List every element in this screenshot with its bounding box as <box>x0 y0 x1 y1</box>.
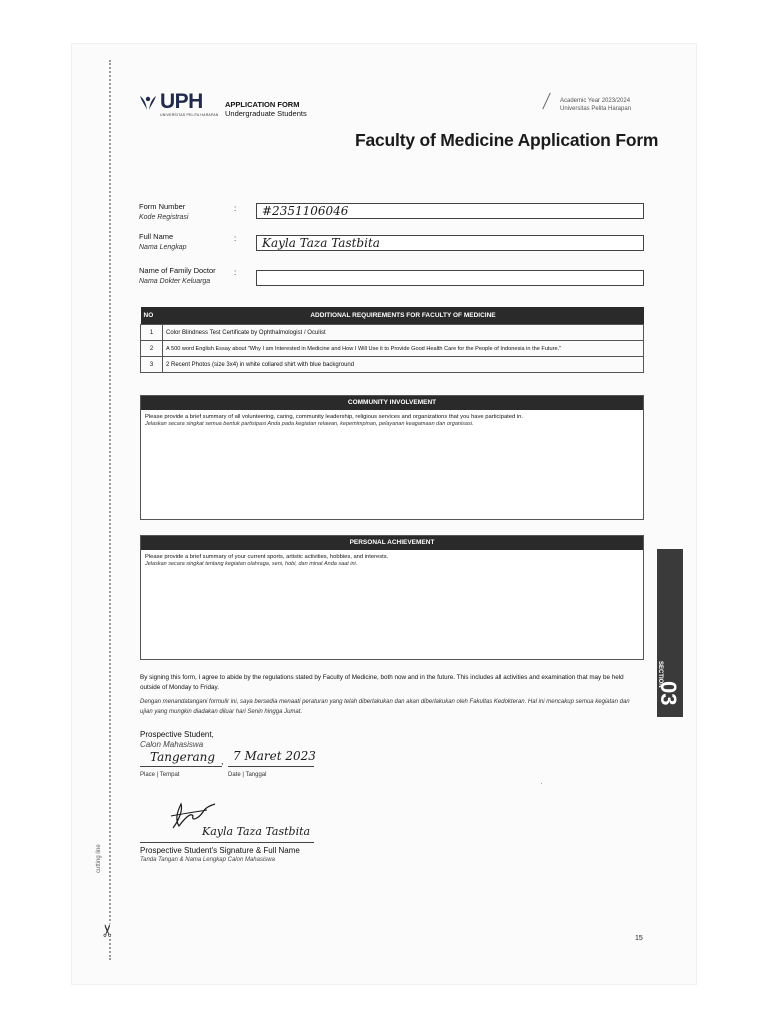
row-text: Color Blindness Test Certificate by Ophthalmologist / Oculist <box>163 325 644 341</box>
uph-emblem-icon <box>138 93 158 113</box>
colon: : <box>234 204 237 213</box>
logo-subtitle: UNIVERSITAS PELITA HARAPAN <box>160 113 219 117</box>
column-requirements: ADDITIONAL REQUIREMENTS FOR FACULTY OF MEDICINE <box>163 307 644 325</box>
form-number-value: #2351106046 <box>262 204 349 218</box>
application-form-label <box>225 100 307 118</box>
form-number-field[interactable] <box>256 203 644 219</box>
signature-label: Prospective Student's Signature & Full Name <box>140 846 300 855</box>
family-doctor-label-id: Nama Dokter Keluarga <box>139 278 211 285</box>
form-audience: Undergraduate Students <box>225 109 307 118</box>
full-name-field[interactable] <box>256 235 644 251</box>
uph-logo <box>138 92 203 113</box>
requirements-table <box>140 307 644 373</box>
row-number: 2 <box>141 341 163 357</box>
table-row <box>141 325 644 341</box>
academic-year-block <box>560 97 631 113</box>
prospective-id: Calon Mahasiswa <box>140 740 204 749</box>
form-type: APPLICATION FORM <box>225 100 300 109</box>
section-tab <box>657 549 683 717</box>
row-number: 3 <box>141 357 163 373</box>
table-row <box>141 357 644 373</box>
cut-line-label: cutting line <box>96 844 102 873</box>
signature-name[interactable]: Kayla Taza Tastbita <box>202 825 311 838</box>
community-involvement-section[interactable] <box>140 395 644 520</box>
community-prompt: Please provide a brief summary of all volunteering, caring, community leadership, religious services and organizations that you have participated in. <box>145 414 523 420</box>
full-name-label-id: Nama Lengkap <box>139 244 187 251</box>
place-value[interactable]: Tangerang <box>150 750 216 764</box>
place-label: Place | Tempat <box>140 772 180 778</box>
form-number-label <box>139 202 188 223</box>
full-name-value: Kayla Taza Tastbita <box>262 236 380 250</box>
scissors-icon: ✂ <box>98 923 118 938</box>
agreement-text: By signing this form, I agree to abide by the regulations stated by Faculty of Medicine, both now and in the future. This includes all activities and examination that may be held outside of Monday to Friday. <box>140 674 624 691</box>
colon: : <box>234 234 237 243</box>
table-header-row <box>141 307 644 325</box>
column-no: NO <box>141 307 163 325</box>
prospective-en: Prospective Student, <box>140 730 214 739</box>
prospective-student-label <box>140 730 214 750</box>
signature-underline <box>140 842 314 843</box>
community-involvement-title: COMMUNITY INVOLVEMENT <box>141 396 643 410</box>
form-number-label-en: Form Number <box>139 202 186 211</box>
stray-mark: · <box>540 779 543 788</box>
place-underline <box>140 766 222 767</box>
logo-text: UPH <box>160 90 203 113</box>
row-text: 2 Recent Photos (size 3x4) in white collared shirt with blue background <box>163 357 644 373</box>
achievement-prompt: Please provide a brief summary of your current sports, artistic activities, hobbies, and interests. <box>145 554 389 560</box>
achievement-prompt-id: Jelaskan secara singkat tentang kegiatan olahraga, seni, hobi, dan minat Anda saat ini. <box>145 561 358 567</box>
agreement-text-id: Dengan menandatangani formulir ini, saya bersedia menaati peraturan yang telah diberlakukan dan akan diberlakukan oleh Fakultas Kedokteran. Hal ini mencakup semua kegiatan dan ujian yang mungkin diadakan diluar hari Senin hingga Jumat. <box>140 699 630 715</box>
date-value[interactable]: 7 Maret 2023 <box>233 749 316 763</box>
colon: : <box>234 268 237 277</box>
community-prompt-id: Jelaskan secara singkat semua bentuk partisipasi Anda pada kegiatan relawan, kepemimpinan, pelayanan keagamaan dan organisasi. <box>145 421 474 427</box>
signature-label-id: Tanda Tangan & Nama Lengkap Calon Mahasiswa <box>140 857 275 863</box>
cut-line <box>109 60 111 960</box>
personal-achievement-section[interactable] <box>140 535 644 660</box>
full-name-label <box>139 232 186 253</box>
personal-achievement-title: PERSONAL ACHIEVEMENT <box>141 536 643 550</box>
family-doctor-label-en: Name of Family Doctor <box>139 266 216 275</box>
page-number: 15 <box>635 935 643 942</box>
date-underline <box>228 766 314 767</box>
form-number-label-id: Kode Registrasi <box>139 214 189 221</box>
section-number: 03 <box>656 681 681 706</box>
university-name: Universitas Pelita Harapan <box>560 106 632 112</box>
row-text: A 500 word English Essay about "Why I am Interested in Medicine and How I Will Use it to Provide Good Health Care for the People of Indonesia in the Future." <box>163 341 644 357</box>
date-label: Date | Tanggal <box>228 772 267 778</box>
family-doctor-label <box>139 266 216 287</box>
section-label: SECTION <box>657 661 663 688</box>
page-title: Faculty of Medicine Application Form <box>355 130 659 150</box>
place-date-separator: , <box>221 756 224 766</box>
row-number: 1 <box>141 325 163 341</box>
table-row <box>141 341 644 357</box>
family-doctor-field[interactable] <box>256 270 644 286</box>
full-name-label-en: Full Name <box>139 232 174 241</box>
academic-year: Academic Year 2023/2024 <box>560 98 631 104</box>
